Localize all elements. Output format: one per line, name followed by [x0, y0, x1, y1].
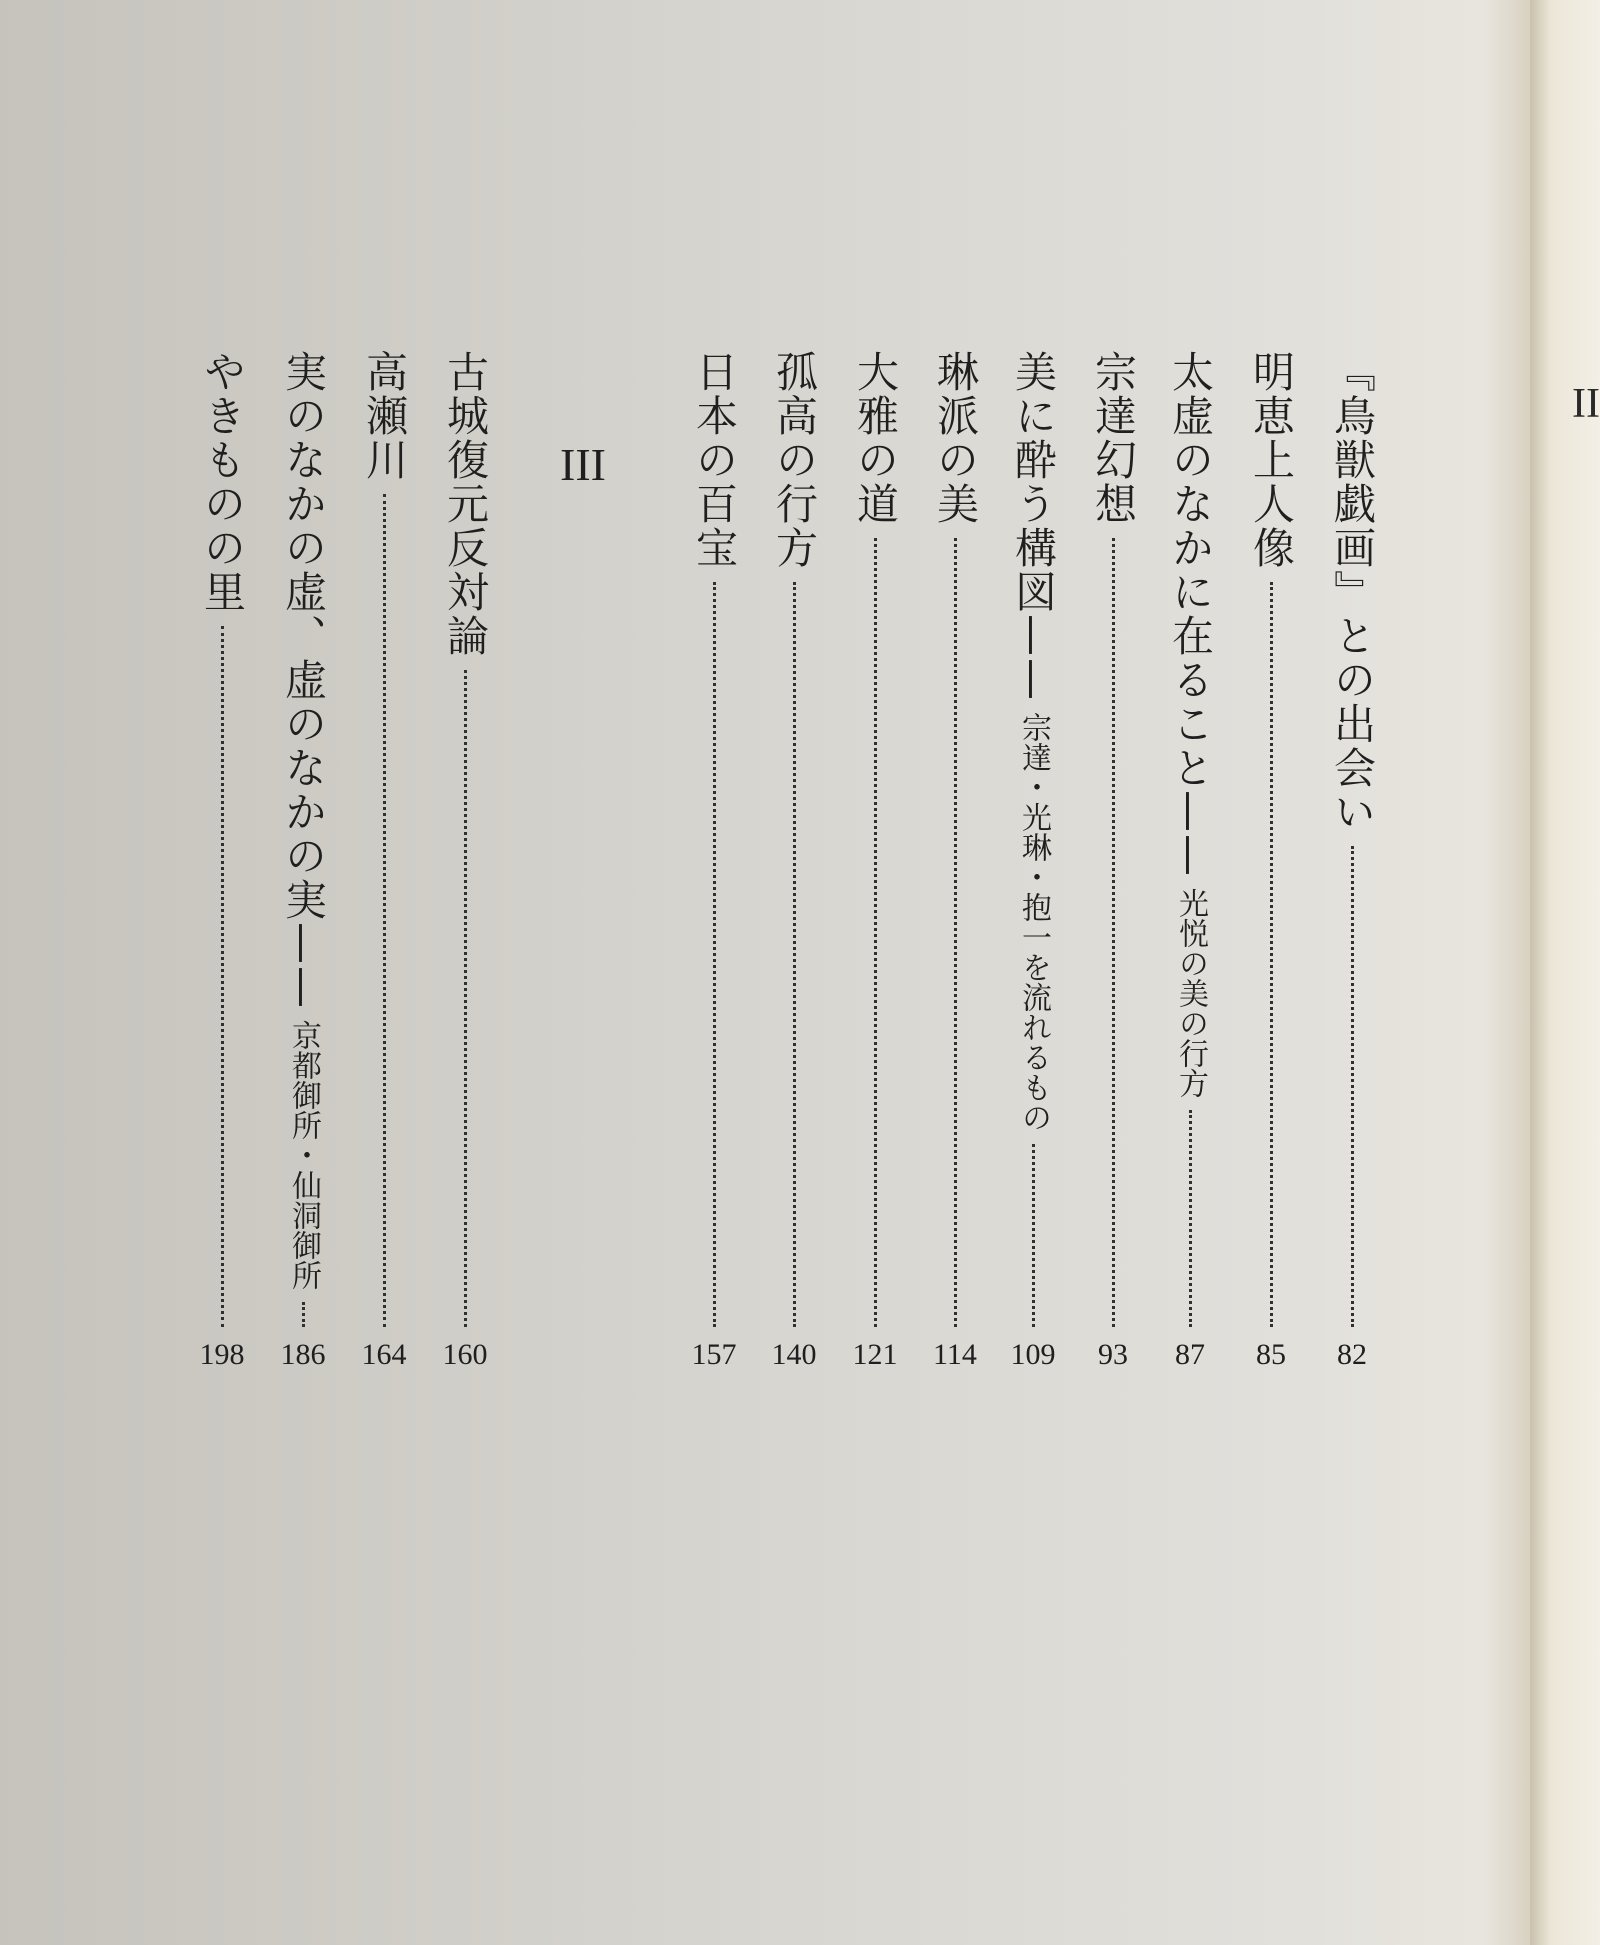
- toc-entry-title: 宗達幻想: [1089, 350, 1138, 526]
- dot-leader: [221, 626, 224, 1327]
- toc-entry: [1162, 350, 1218, 1375]
- toc-entry: [437, 350, 493, 1375]
- toc-entry-page: 157: [691, 1338, 737, 1371]
- toc-entry: [847, 350, 903, 1375]
- toc-entry: [1005, 350, 1061, 1375]
- section-heading: III: [560, 439, 606, 490]
- dot-leader: [383, 494, 386, 1327]
- toc-entry: [766, 350, 822, 1375]
- dot-leader: [1112, 538, 1115, 1327]
- dot-leader: [793, 582, 796, 1327]
- toc-entry-page: 186: [280, 1338, 326, 1371]
- toc-entry-title: 日本の百宝: [690, 350, 739, 570]
- toc-entry-page: 114: [933, 1338, 977, 1371]
- toc-entry-title: 美に酔う構図——: [1009, 350, 1058, 702]
- toc-entry: [1324, 350, 1380, 1375]
- toc-entry: [275, 350, 331, 1375]
- dot-leader: [1270, 582, 1273, 1327]
- toc-entry-page: 140: [771, 1338, 817, 1371]
- toc-entry-title: やきものの里: [198, 350, 247, 614]
- toc-entry-title: 明恵上人像: [1247, 350, 1296, 570]
- dot-leader: [1189, 1110, 1192, 1327]
- dot-leader: [713, 582, 716, 1327]
- toc-entry: [194, 350, 250, 1375]
- dot-leader: [1032, 1144, 1035, 1327]
- toc-entry-title: 太虚のなかに在ること——: [1166, 350, 1215, 878]
- toc-entry-page: 121: [852, 1338, 898, 1371]
- toc-entry: [686, 350, 742, 1375]
- toc-entry-page: 85: [1256, 1338, 1286, 1371]
- toc-entry-page: 198: [199, 1338, 245, 1371]
- toc-entry-title: 古城復元反対論: [441, 350, 490, 658]
- toc-entry: [1243, 350, 1299, 1375]
- toc-entry-subtitle: 京都御所・仙洞御所: [286, 1020, 321, 1290]
- toc-entry-title: 『鳥獣戯画』との出会い: [1328, 350, 1377, 834]
- toc-entry-title: 実のなかの虚、虚のなかの実——: [279, 350, 328, 1010]
- toc-entry-page: 160: [442, 1338, 488, 1371]
- toc-entry: [927, 350, 983, 1375]
- dot-leader: [874, 538, 877, 1327]
- toc-entry: [1085, 350, 1141, 1375]
- toc-entry-subtitle: 宗達・光琳・抱一を流れるもの: [1016, 712, 1051, 1132]
- toc-entry-title: 高瀬川: [360, 350, 409, 482]
- toc-entry-title: 孤高の行方: [770, 350, 819, 570]
- toc-entry-subtitle: 光悦の美の行方: [1173, 888, 1208, 1098]
- toc-entry-page: 164: [361, 1338, 407, 1371]
- toc-entry-page: 109: [1010, 1338, 1056, 1371]
- dot-leader: [1351, 846, 1354, 1327]
- toc-entry-title: 琳派の美: [931, 350, 980, 526]
- toc-entry: [356, 350, 412, 1375]
- dot-leader: [464, 670, 467, 1327]
- toc-entry-page: 82: [1337, 1338, 1367, 1371]
- next-page-section-label: II: [1572, 381, 1600, 427]
- toc-entry-page: 87: [1175, 1338, 1205, 1371]
- toc-entry-page: 93: [1098, 1338, 1128, 1371]
- dot-leader: [954, 538, 957, 1327]
- dot-leader: [302, 1302, 305, 1327]
- toc-entry-title: 大雅の道: [851, 350, 900, 526]
